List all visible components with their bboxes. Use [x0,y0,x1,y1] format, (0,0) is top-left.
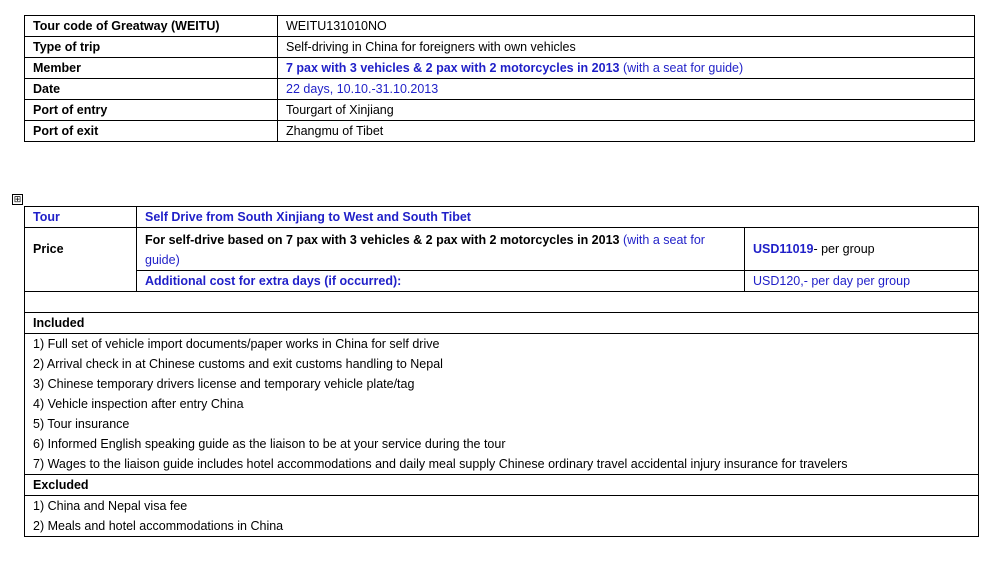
price-description-main: For self-drive based on 7 pax with 3 vehicles & 2 pax with 2 motorcycles in 2013 [145,232,620,247]
list-item [25,454,979,475]
list-item [25,414,979,434]
exit-port-value: Zhangmu of Tibet [278,121,975,142]
table-row [25,100,975,121]
table-row [25,228,979,271]
list-item [25,496,979,517]
price-amount: USD11019 [753,241,814,256]
excluded-item: 1) China and Nepal visa fee [25,496,979,517]
table-row [25,207,979,228]
member-value-main: 7 pax with 3 vehicles & 2 pax with 2 motorcycles in 2013 [286,60,620,75]
table-row [25,475,979,496]
extra-days-amount: USD120,- per day per group [745,271,979,292]
member-value-note: (with a seat for guide) [622,60,744,75]
table-row [25,121,975,142]
list-item [25,334,979,355]
table-row [25,292,979,313]
included-item: 2) Arrival check in at Chinese customs and exit customs handling to Nepal [25,354,979,374]
price-description-note: (with a seat for guide) [145,232,705,267]
member-value [278,58,975,79]
list-item [25,374,979,394]
table-row [25,79,975,100]
included-item: 1) Full set of vehicle import documents/paper works in China for self drive [25,334,979,355]
table-row [25,37,975,58]
price-label: Price [25,228,137,271]
tour-pricing-table [24,206,979,537]
included-item: 4) Vehicle inspection after entry China [25,394,979,414]
tour-label: Tour [25,207,137,228]
tour-code-value: WEITU131010NO [278,16,975,37]
empty-cell [25,271,137,292]
date-value: 22 days, 10.10.-31.10.2013 [278,79,975,100]
tour-name: Self Drive from South Xinjiang to West and South Tibet [137,207,979,228]
table-move-handle-icon[interactable]: ⊞ [13,194,22,204]
table-row [25,271,979,292]
included-item: 5) Tour insurance [25,414,979,434]
exit-port-label: Port of exit [25,121,278,142]
trip-info-table [24,15,975,142]
price-unit: - per group [813,241,875,256]
price-cell [745,228,979,271]
entry-port-label: Port of entry [25,100,278,121]
included-item: 6) Informed English speaking guide as the liaison to be at your service during the tour [25,434,979,454]
list-item [25,516,979,537]
included-item: 3) Chinese temporary drivers license and temporary vehicle plate/tag [25,374,979,394]
tour-code-label: Tour code of Greatway (WEITU) [25,16,278,37]
trip-type-value: Self-driving in China for foreigners with own vehicles [278,37,975,58]
list-item [25,354,979,374]
member-label: Member [25,58,278,79]
excluded-item: 2) Meals and hotel accommodations in China [25,516,979,537]
date-label: Date [25,79,278,100]
entry-port-value: Tourgart of Xinjiang [278,100,975,121]
spacer-row [25,292,979,313]
excluded-heading: Excluded [25,475,979,496]
list-item [25,394,979,414]
table-row [25,58,975,79]
extra-days-label: Additional cost for extra days (if occurred): [137,271,745,292]
included-heading: Included [25,313,979,334]
table-row [25,313,979,334]
list-item [25,434,979,454]
included-item: 7) Wages to the liaison guide includes hotel accommodations and daily meal supply Chinese ordinary travel accidental injury insurance for travelers [25,454,979,475]
table-row [25,16,975,37]
trip-type-label: Type of trip [25,37,278,58]
price-description [137,228,745,271]
